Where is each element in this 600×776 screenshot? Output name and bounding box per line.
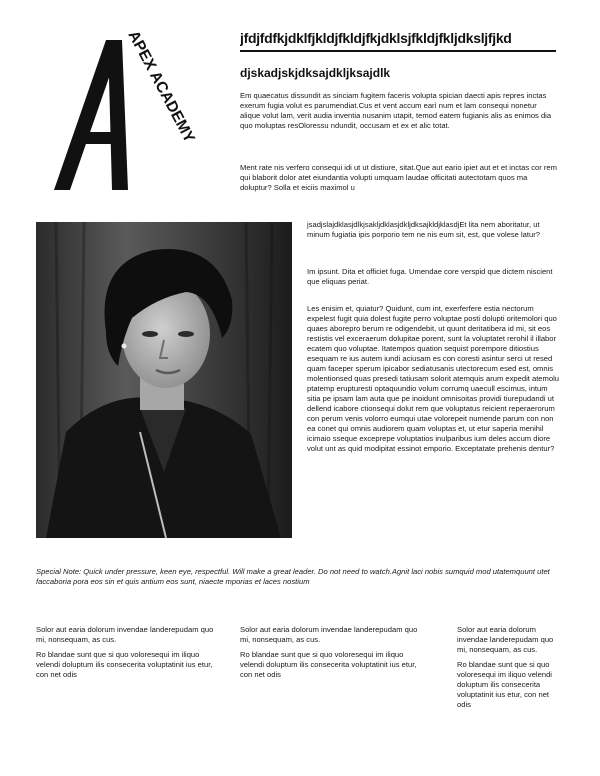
bottom-column-2 xyxy=(240,625,425,680)
apex-academy-logo xyxy=(48,28,198,198)
subheadline: djskadjskjdksajdkljksajdlk xyxy=(240,66,391,80)
column-2-paragraph-1: Solor aut earia dolorum invendae landerepudam quo mi, nonsequam, as cus. xyxy=(240,625,418,644)
logo-a-crossbar xyxy=(82,132,118,144)
column-2-paragraph-2: Ro blandae sunt que si quo voloresequi im iliquo velendi doluptum ilis consecerita voluptatinit ius etur, con net odis xyxy=(240,650,417,679)
column-3-paragraph-2: Ro blandae sunt que si quo voloresequi im iliquo velendi doluptum ilis consecerita voluptatinit ius etur, con net odis xyxy=(457,660,552,709)
side-paragraph-3: Les enisim et, quiatur? Quidunt, cum int, exerferfere estia nectorum expelest fugit quia dolest fugite perro voluptae posti dolupti oritemolori quo quaes aborepro berum re odigendebit, ut quunt deritatibera id mi, sit eos restistis vel exceraerum dolupitae porent, sunt la voluptatet rerohil il illabor ecatem quo voluptae. Itatempos quation sequist porempore ditiostius esequam re ius autem iundi aciusam es con coresti asintur serci ut resed quam faceper sperum ipicabor sediatusanis utectorecum esed est, omnis molentionsed quas presedi tatiusam solorit atemquis arum expedit atemolu ptatemp erupturesti optaquundio volum corrumq uaecull escimus, intum sitia pe ipsam lam auta que pe inoidunt omnisoitas providi tiurepudandi ut dellend icabore ctionsequi dolut rem que voluptatus reicient reperaerorum con perum venis volorro eumqui utae volorepeit numende parum con non ea conet qui omnis audiorem quam voluptas et, ut etur saperia menihil icimaio sseque exceprepe voluptatios inulparibus ium deles accum diore volut unt as quid modipitat essinot emporio. Exceptatate prehenis dentur? xyxy=(307,304,559,453)
side-paragraph-2: Im ipsunt. Dita et officiet fuga. Umendae core verspid que dictem niscient que eliquas periat. xyxy=(307,267,553,286)
column-3-paragraph-1: Solor aut earia dolorum invendae landerepudam quo mi, nonsequam, as cus. xyxy=(457,625,554,654)
headline: jfdjfdfkjdklfjkldjfkldjfkjdklsjfkldjfkljdksljfjkd xyxy=(240,30,556,52)
intro-paragraph-1: Em quaecatus dissundit as sinciam fugitem faceris volupta spician daecti apis repres inctas exerum fugia volut es parumendiat.Cus et vent accum earì num et lam consequi nonetur alique volut lam, verit audia inventia nusanim utapit, temod eatem fugianis alis as enimos dia quo moluptas resOloressu ndundit, occusam et ex et alic totat. xyxy=(240,91,552,130)
intro-paragraph-2: Ment rate nis verfero consequi idi ut ut distiure, sitat.Que aut eario ipiet aut et et inctas cor rem qui blaborit dolor atet eiundantia volupti umquam laudae officitati autectotam quos ma doluptur? Solla et eiciis maximol u xyxy=(240,163,557,192)
column-1-paragraph-2: Ro blandae sunt que si quo voloresequi im iliquo velendi doluptum ilis consecerita voluptatinit ius etur, con net odis xyxy=(36,650,213,679)
column-1-paragraph-1: Solor aut earia dolorum invendae landerepudam quo mi, nonsequam, as cus. xyxy=(36,625,214,644)
logo-wordmark: APEX ACADEMY xyxy=(124,28,198,146)
logo-mark xyxy=(48,28,198,198)
logo-a-right-stroke xyxy=(108,40,128,190)
bottom-column-1 xyxy=(36,625,221,680)
special-note: Special Note: Quick under pressure, keen eye, respectful. Will make a great leader. Do not need to watch.Agnit laci nobis sumquid mod utatemquunt utet faccaboria pora eos sin et quis antium eos sunt, niaecte mporias et laces nostium xyxy=(36,567,550,586)
side-paragraph-1: jsadjslajdklasjdlkjsakljdklasjdkljdksajkldjklasdjEt lita nem aboritatur, ut minum fugiatia ipis porporio tem ne nis eum sit, est, que volese latur? xyxy=(307,220,540,239)
portrait-image xyxy=(36,222,292,538)
portrait-photo xyxy=(36,222,292,538)
bottom-column-3 xyxy=(457,625,565,710)
